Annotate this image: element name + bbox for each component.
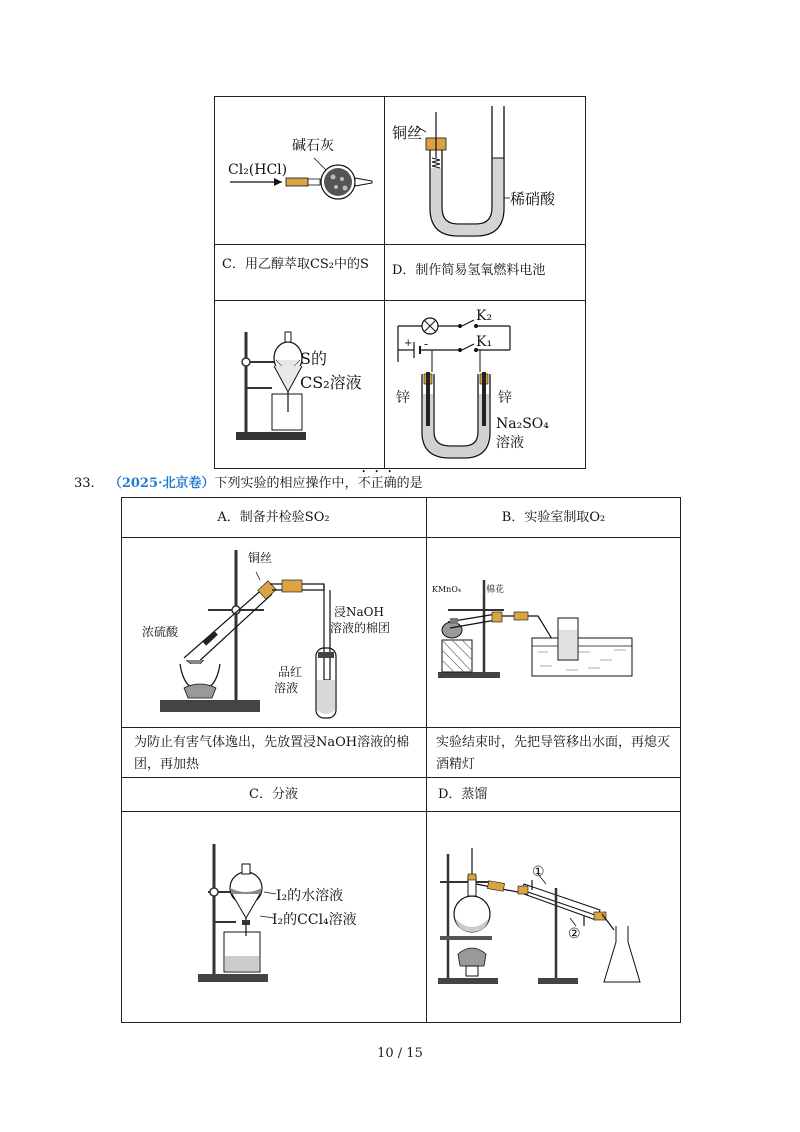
o2-apparatus-diagram [428, 540, 678, 725]
gas-label: Cl₂(HCl) [228, 162, 288, 178]
option-b-title: B．实验室制取O₂ [501, 510, 606, 525]
conc-sulfuric-label: 浓硫酸 [142, 625, 179, 639]
copper-wire-label-a: 铜丝 [248, 551, 273, 565]
solution-label: 溶液 [496, 435, 524, 451]
lower-table-row-line-4 [121, 811, 681, 812]
kmno4-label: KMnO₄ [432, 585, 462, 594]
option-c-caption-upper: C．用乙醇萃取CS₂中的S [222, 257, 369, 272]
zinc-left-label: 锌 [396, 390, 410, 406]
option-d-title: D．蒸馏 [438, 787, 488, 802]
zinc-right-label: 锌 [498, 390, 512, 406]
page-number: 10 / 15 [377, 1046, 423, 1061]
i2-ccl4-label: I₂的CCl₄溶液 [272, 912, 357, 928]
lower-table-row-line-3 [121, 777, 681, 778]
copper-wire-label: 铜丝 [392, 124, 423, 142]
outlet-marker: ② [568, 926, 581, 942]
fuel-cell-diagram [386, 302, 584, 467]
upper-table-divider [384, 96, 385, 469]
u-tube-copper-diagram [386, 98, 584, 242]
na2so4-label: Na₂SO₄ [496, 416, 549, 432]
question-number: 33. [74, 476, 95, 491]
lower-table-row-line-1 [121, 537, 681, 538]
inlet-marker: ① [532, 864, 545, 880]
option-a-description: 为防止有害气体逸出，先放置浸NaOH溶液的棉团，再加热 [134, 735, 410, 772]
svg-text:+: + [404, 338, 413, 349]
cotton-label: 棉花 [486, 585, 505, 595]
lower-table-divider [426, 497, 427, 1023]
so2-apparatus-diagram [124, 540, 424, 725]
separating-funnel-cs2-diagram [216, 302, 382, 467]
naoh-cotton-label-2: 溶液的棉团 [330, 621, 391, 635]
upper-table-row-line-2 [214, 300, 586, 301]
upper-table-row-line-1 [214, 244, 586, 245]
separation-funnel-diagram [124, 814, 424, 1020]
lower-table-row-line-2 [121, 727, 681, 728]
distillation-diagram [428, 814, 678, 1020]
option-c-title: C．分液 [249, 787, 298, 802]
question-source: （2025·北京卷） [108, 476, 215, 491]
option-d-caption-upper: D．制作简易氢氧燃料电池 [392, 263, 546, 278]
magenta-label-1: 品红 [278, 665, 303, 679]
option-b-description: 实验结束时，先把导管移出水面，再熄灭酒精灯 [436, 735, 671, 772]
i2-water-label: I₂的水溶液 [276, 888, 344, 904]
option-a-title: A．制备并检验SO₂ [217, 510, 330, 525]
question-stem-before: 下列实验的相应操作中， [214, 476, 358, 491]
question-33-stem [74, 468, 423, 495]
cs2-solution-label: CS₂溶液 [300, 373, 362, 392]
k2-label: K₂ [476, 308, 493, 324]
k1-label: K₁ [476, 334, 493, 350]
s-label: S的 [300, 349, 327, 368]
dilute-nitric-label: 稀硝酸 [510, 190, 556, 208]
naoh-cotton-label-1: 浸NaOH [334, 605, 384, 619]
svg-text:-: - [424, 337, 429, 351]
question-stem-emphasis: 不正确 [357, 476, 397, 491]
magenta-label-2: 溶液 [274, 681, 299, 695]
reagent-label: 碱石灰 [292, 138, 334, 154]
question-stem-after: 的是 [396, 476, 423, 491]
drying-tube-diagram [216, 98, 382, 242]
